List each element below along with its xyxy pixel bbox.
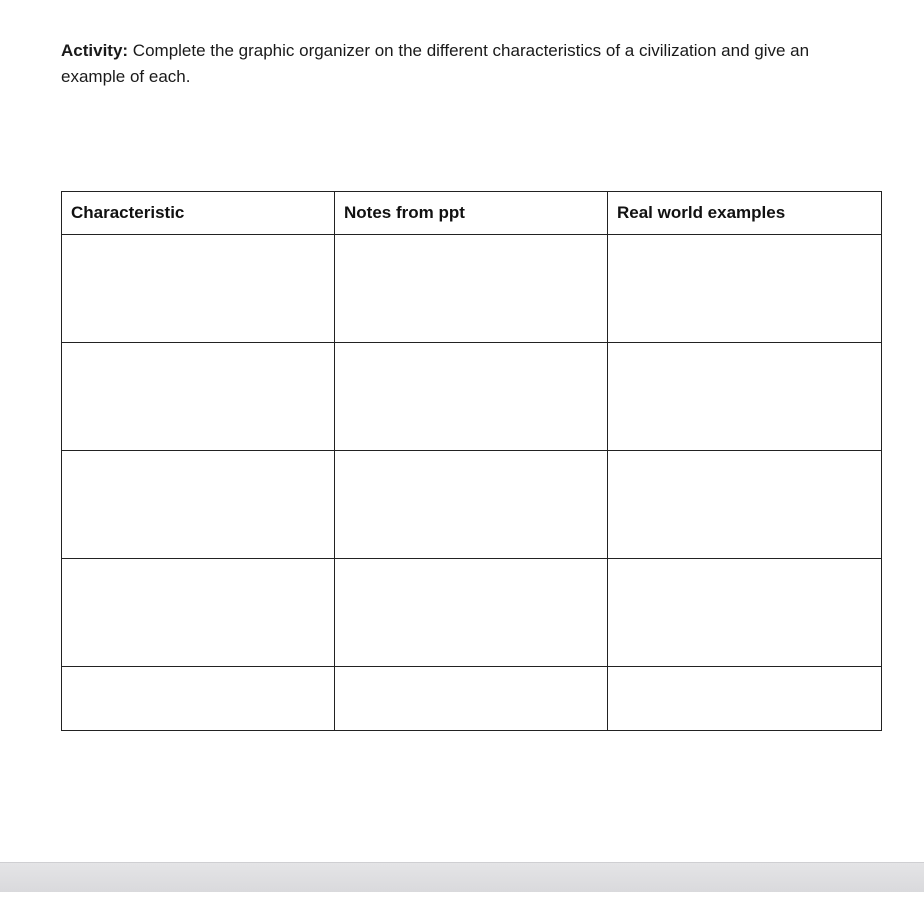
table-row	[62, 451, 882, 559]
activity-instructions	[61, 38, 861, 90]
example-cell[interactable]	[608, 559, 882, 667]
table-row	[62, 667, 882, 731]
table-row	[62, 343, 882, 451]
example-cell[interactable]	[608, 235, 882, 343]
header-real-world-examples: Real world examples	[608, 192, 882, 235]
example-cell[interactable]	[608, 343, 882, 451]
example-cell[interactable]	[608, 667, 882, 731]
table-header-row	[62, 192, 882, 235]
graphic-organizer-table	[61, 191, 882, 731]
header-characteristic: Characteristic	[62, 192, 335, 235]
characteristic-cell[interactable]	[62, 343, 335, 451]
header-notes-from-ppt: Notes from ppt	[335, 192, 608, 235]
notes-cell[interactable]	[335, 343, 608, 451]
notes-cell[interactable]	[335, 667, 608, 731]
table-row	[62, 235, 882, 343]
characteristic-cell[interactable]	[62, 667, 335, 731]
notes-cell[interactable]	[335, 559, 608, 667]
characteristic-cell[interactable]	[62, 235, 335, 343]
bottom-margin	[0, 892, 924, 924]
table-row	[62, 559, 882, 667]
activity-text: Complete the graphic organizer on the different characteristics of a civilization and give an example of each.	[61, 41, 810, 86]
horizontal-scrollbar[interactable]	[0, 862, 924, 893]
characteristic-cell[interactable]	[62, 451, 335, 559]
notes-cell[interactable]	[335, 451, 608, 559]
activity-label: Activity:	[61, 41, 129, 60]
notes-cell[interactable]	[335, 235, 608, 343]
characteristic-cell[interactable]	[62, 559, 335, 667]
example-cell[interactable]	[608, 451, 882, 559]
